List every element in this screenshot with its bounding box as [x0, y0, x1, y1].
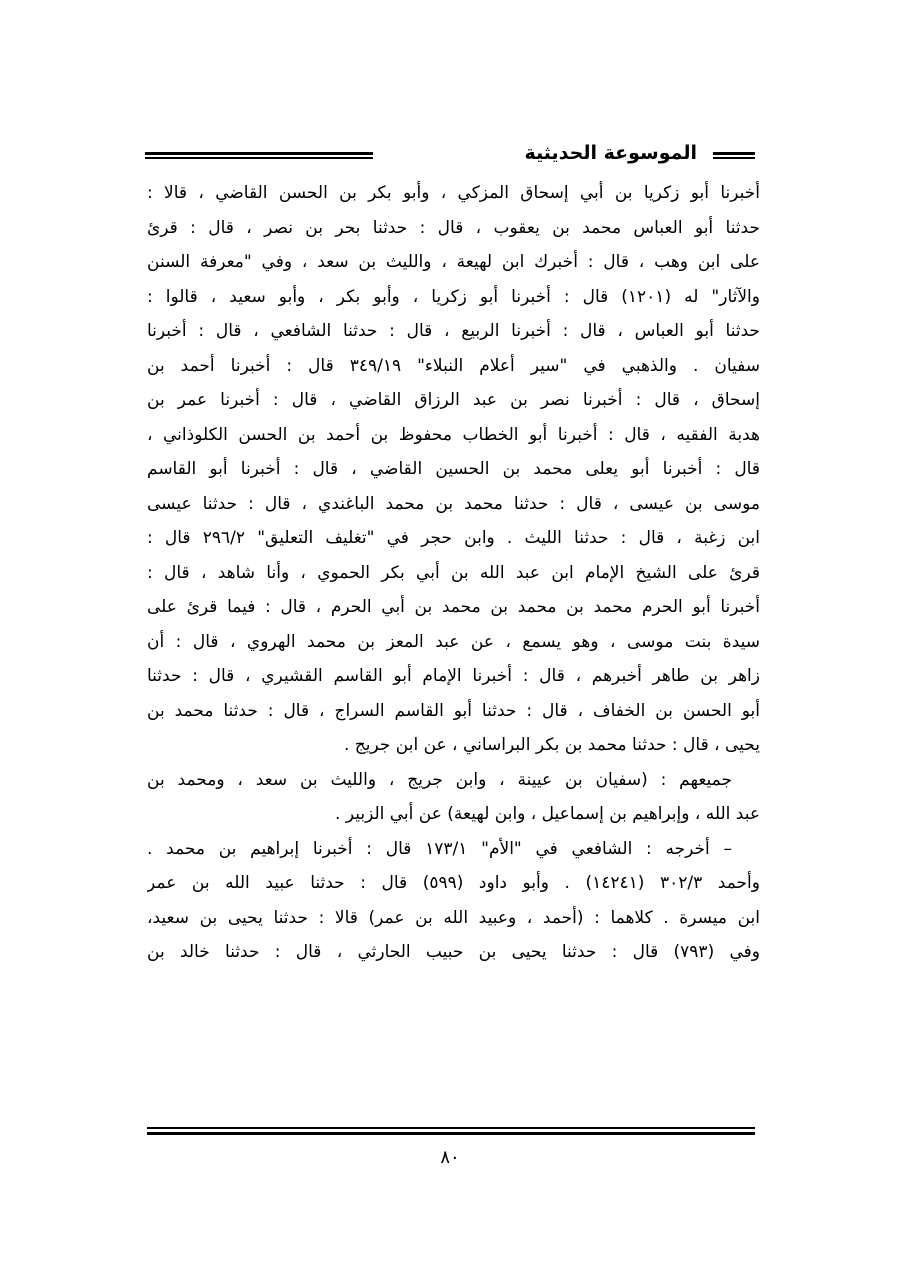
body-text [147, 176, 760, 970]
text-line: حدثنا أبو العباس محمد بن يعقوب ، قال : حدثنا بحر بن نصر ، قال : قرئ [147, 217, 760, 238]
text-line: قرئ على الشيخ الإمام ابن عبد الله بن أبي بكر الحموي ، وأنا شاهد ، قال : [147, 562, 760, 583]
text-line: والآثار" له (١٢٠١) قال : أخبرنا أبو زكريا ، وأبو بكر ، وأبو سعيد ، قالوا : [147, 286, 760, 307]
text-line: ابن ميسرة . كلاهما : (أحمد ، وعبيد الله بن عمر) قالا : حدثنا يحيى بن سعيد، [147, 907, 760, 928]
text-line: حدثنا أبو العباس ، قال : أخبرنا الربيع ، قال : حدثنا الشافعي ، قال : أخبرنا [147, 321, 760, 341]
text-line: عبد الله ، وإبراهيم بن إسماعيل ، وابن لهيعة) عن أبي الزبير . [335, 804, 760, 824]
text-line: يحيى ، قال : حدثنا محمد بن بكر البراساني ، عن ابن جريج . [343, 735, 760, 755]
text-line: سفيان . والذهبي في "سير أعلام النبلاء" ٣٤٩/١٩ قال : أخبرنا أحمد بن [147, 355, 760, 376]
text-line: موسى بن عيسى ، قال : حدثنا محمد بن محمد الباغندي ، قال : حدثنا عيسى [147, 493, 760, 514]
header-rule-left [145, 152, 373, 159]
text-line: على ابن وهب ، قال : أخبرك ابن لهيعة ، والليث بن سعد ، وفي "معرفة السنن [147, 252, 760, 272]
text-line: وفي (٧٩٣) قال : حدثنا يحيى بن حبيب الحارثي ، قال : حدثنا خالد بن [147, 942, 760, 962]
text-line: سيدة بنت موسى ، وهو يسمع ، عن عبد المعز بن محمد الهروي ، قال : أن [147, 631, 760, 652]
footer-rule [147, 1127, 755, 1135]
text-line: زاهر بن طاهر أخبرهم ، قال : أخبرنا الإمام أبو القاسم القشيري ، قال : حدثنا [147, 666, 760, 686]
text-line: إسحاق ، قال : أخبرنا نصر بن عبد الرزاق القاضي ، قال : أخبرنا عمر بن [147, 390, 760, 410]
page-header [145, 140, 755, 176]
text-line: – أخرجه : الشافعي في "الأم" ١٧٣/١ قال : أخبرنا إبراهيم بن محمد . [147, 838, 732, 859]
text-line: ابن زغبة ، قال : حدثنا الليث . وابن حجر في "تغليف التعليق" ٢٩٦/٢ قال : [147, 528, 760, 548]
text-line: أخبرنا أبو الحرم محمد بن محمد بن محمد بن أبي الحرم ، قال : فيما قرئ على [147, 597, 760, 617]
page-number: ٨٠ [440, 1147, 460, 1168]
text-line: أخبرنا أبو زكريا بن أبي إسحاق المزكي ، وأبو بكر بن الحسن القاضي ، قالا : [147, 183, 760, 203]
header-rule-right [713, 152, 755, 159]
text-line: جميعهم : (سفيان بن عيينة ، وابن جريج ، والليث بن سعد ، ومحمد بن [147, 769, 732, 790]
text-line: قال : أخبرنا أبو يعلى محمد بن الحسين القاضي ، قال : أخبرنا أبو القاسم [147, 459, 760, 479]
page-title: الموسوعة الحديثية [524, 142, 697, 164]
text-line: هدبة الفقيه ، قال : أخبرنا أبو الخطاب محفوظ بن أحمد بن الحسن الكلوذاني ، [147, 424, 760, 445]
text-line: وأحمد ٣٠٢/٣ (١٤٢٤١) . وأبو داود (٥٩٩) قال : حدثنا عبيد الله بن عمر [147, 873, 760, 893]
text-line: أبو الحسن بن الخفاف ، قال : حدثنا أبو القاسم السراج ، قال : حدثنا محمد بن [147, 700, 760, 721]
